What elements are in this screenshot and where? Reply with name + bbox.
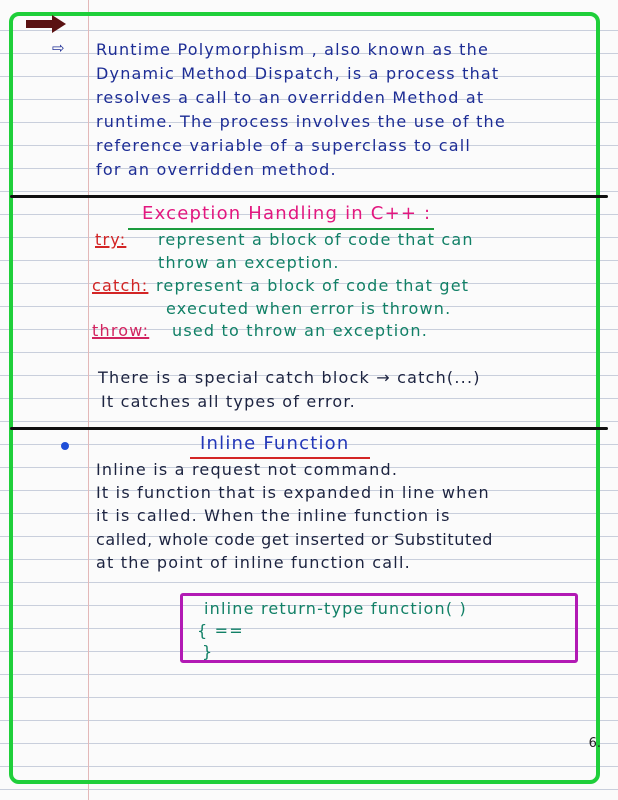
section-divider [10, 195, 608, 198]
section-divider [10, 427, 608, 430]
bullet-dot-icon [61, 442, 69, 450]
special-catch-line-2: It catches all types of error. [101, 392, 356, 411]
runtime-line-1: Runtime Polymorphism , also known as the [96, 40, 490, 59]
try-text: represent a block of code that can [158, 230, 474, 249]
exception-title: Exception Handling in C++ : [142, 203, 432, 224]
runtime-line-2: Dynamic Method Dispatch, is a process that [96, 64, 500, 83]
inline-line-4: called, whole code get inserted or Substituted [96, 530, 494, 549]
runtime-line-4: runtime. The process involves the use of the [96, 112, 506, 131]
inline-line-2: It is function that is expanded in line when [96, 483, 490, 502]
inline-line-3: it is called. When the inline function is [96, 506, 451, 525]
arrow-bullet-icon: ⇨ [52, 39, 66, 57]
arrow-marker-icon [24, 14, 68, 34]
inline-title-underline [190, 457, 370, 459]
code-line-1: inline return-type function( ) [204, 599, 467, 618]
code-line-3: } [202, 642, 214, 661]
inline-title: Inline Function [200, 433, 350, 454]
throw-text: used to throw an exception. [172, 321, 429, 340]
catch-text: represent a block of code that get [156, 276, 470, 295]
inline-line-5: at the point of inline function call. [96, 553, 411, 572]
runtime-line-5: reference variable of a superclass to call [96, 136, 472, 155]
runtime-line-3: resolves a call to an overridden Method at [96, 88, 485, 107]
catch-text-2: executed when error is thrown. [166, 299, 452, 318]
throw-label: throw: [92, 321, 150, 340]
try-text-2: throw an exception. [158, 253, 340, 272]
catch-label: catch: [92, 276, 149, 295]
code-line-2: { == [197, 621, 244, 640]
try-label: try: [95, 230, 127, 249]
runtime-line-6: for an overridden method. [96, 160, 337, 179]
page-number: 6. [588, 736, 601, 751]
special-catch-line: There is a special catch block → catch(...) [98, 368, 481, 387]
inline-line-1: Inline is a request not command. [96, 460, 399, 479]
